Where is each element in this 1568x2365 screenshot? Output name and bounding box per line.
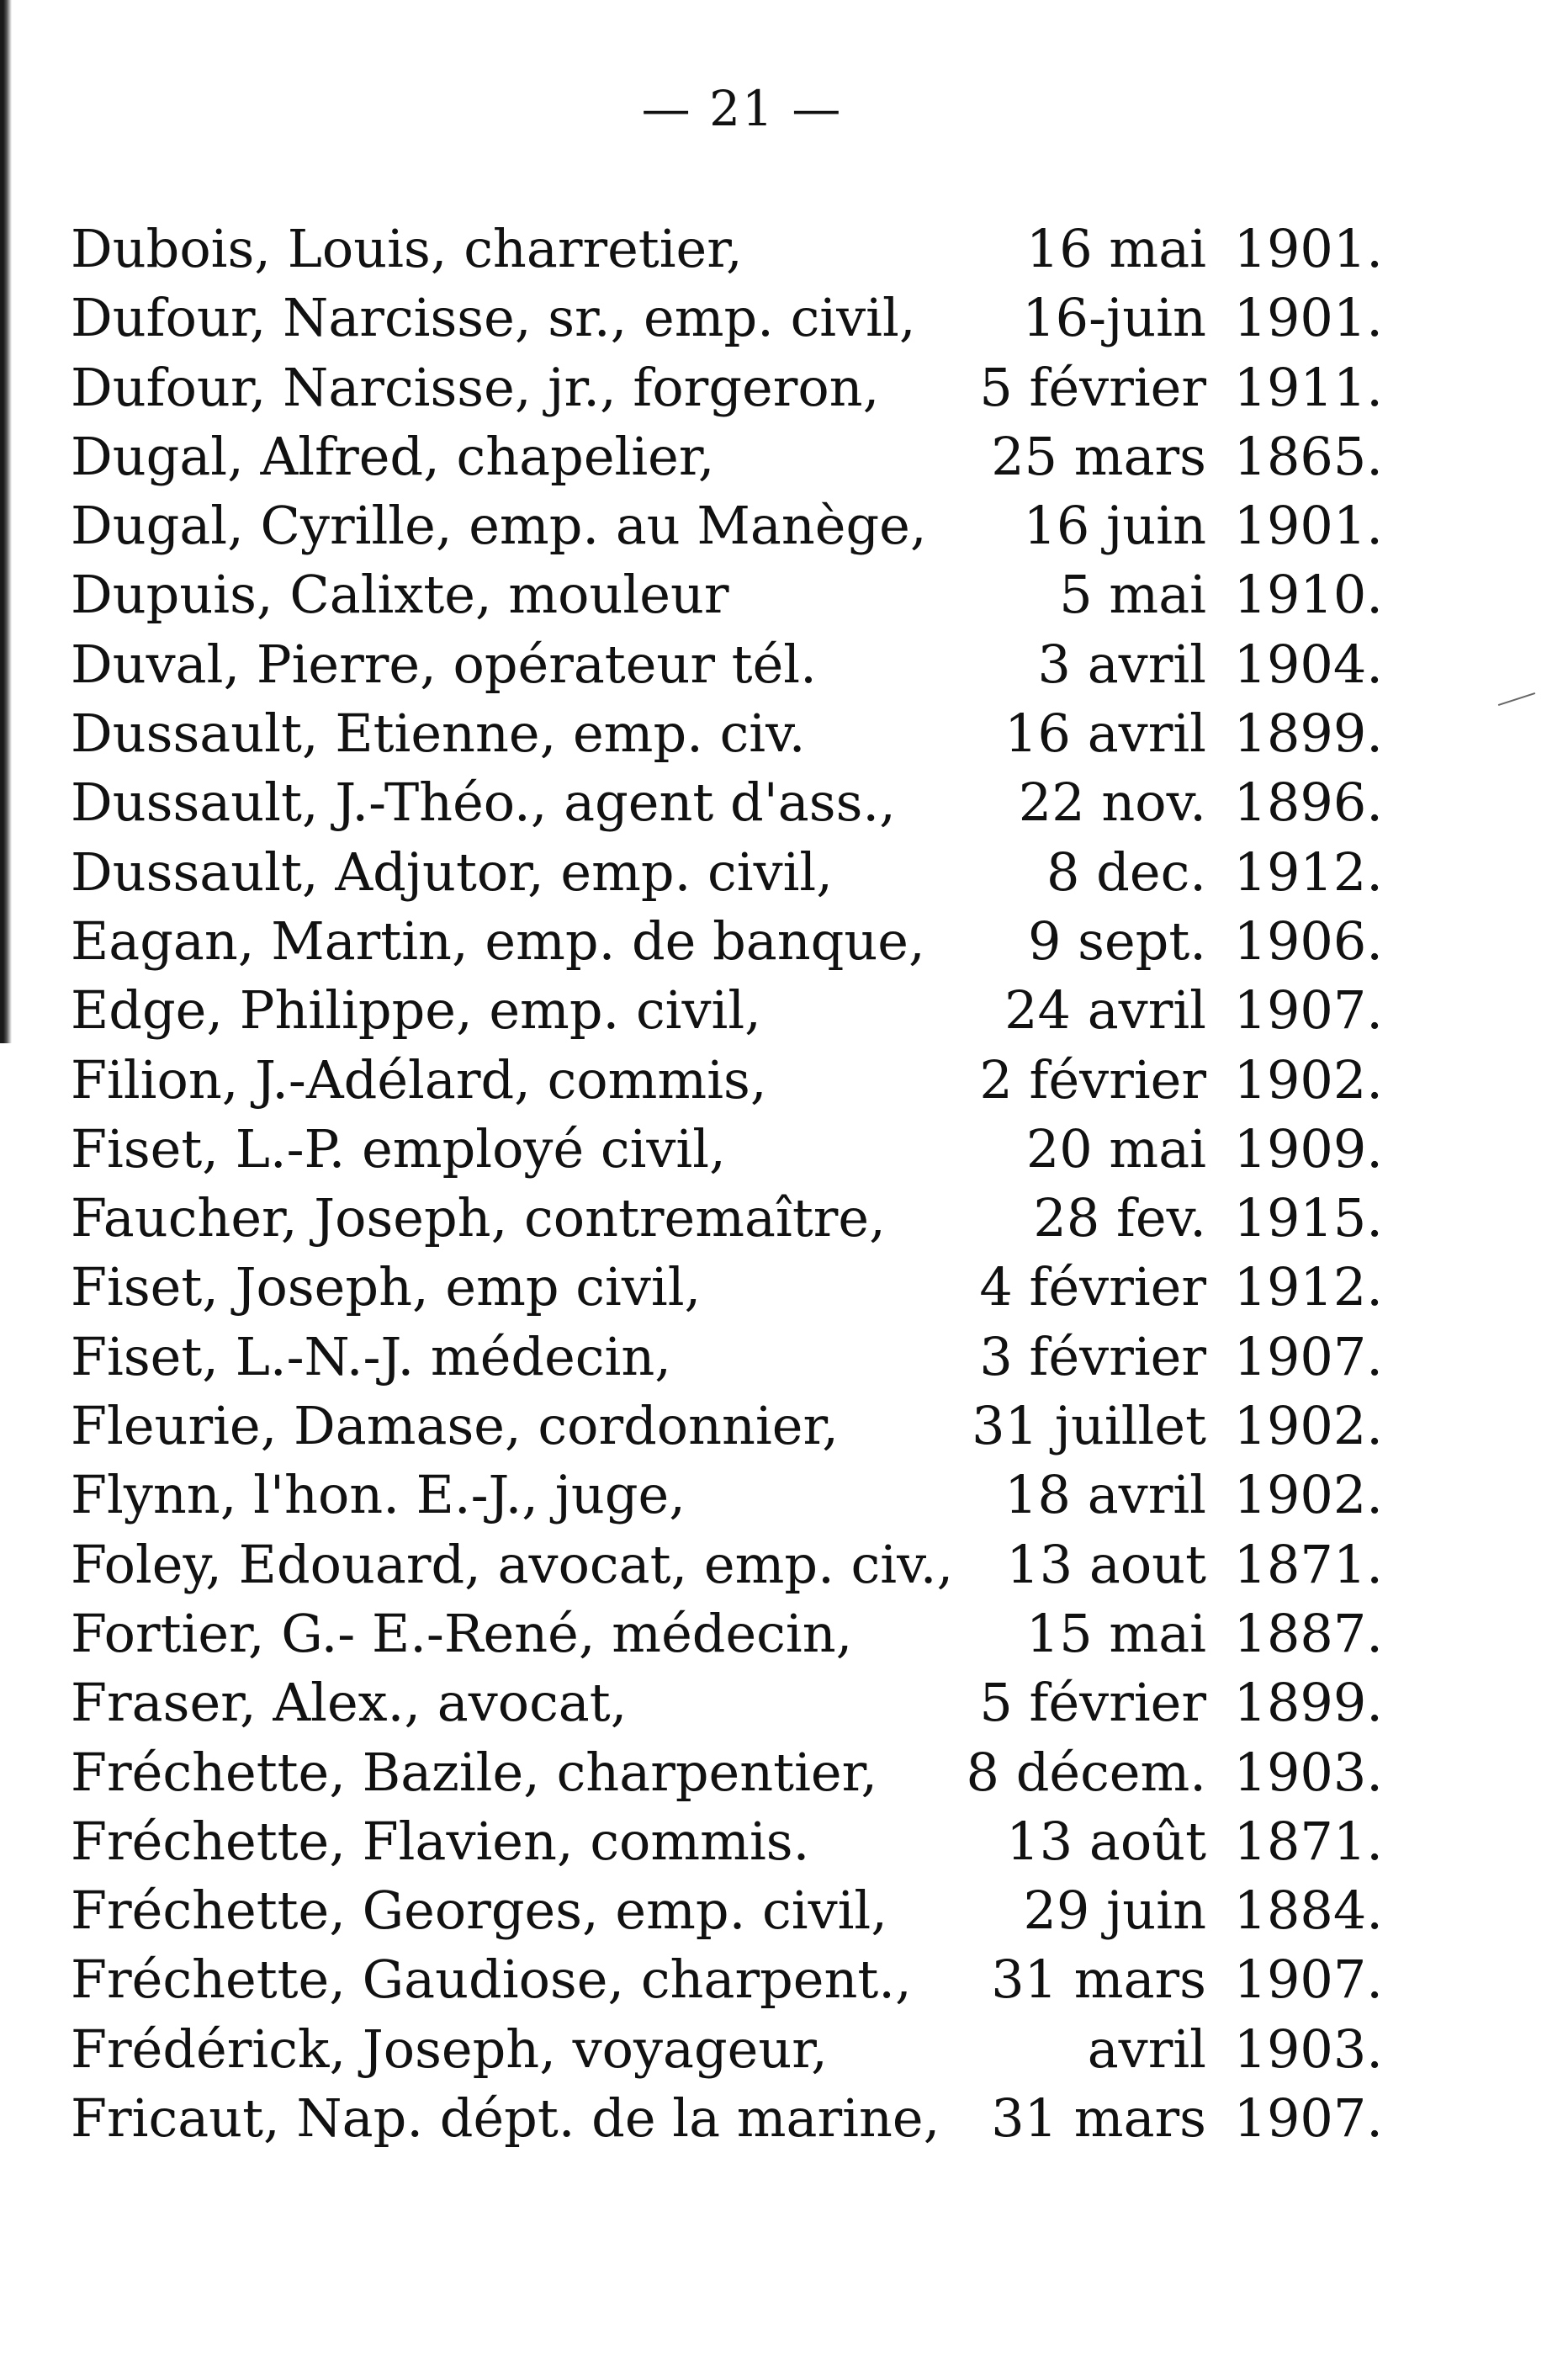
entry-date: avril bbox=[1087, 2018, 1206, 2080]
entry-year: 1902. bbox=[1233, 1048, 1383, 1111]
entry-date: 18 avril bbox=[1004, 1464, 1206, 1526]
entry-name: Fraser, Alex., avocat, bbox=[71, 1672, 628, 1734]
entry-year: 1871. bbox=[1233, 1533, 1383, 1595]
directory-entry bbox=[71, 1530, 1383, 1599]
entry-name: Fricaut, Nap. dépt. de la marine, bbox=[71, 2087, 940, 2150]
entry-date: 13 août bbox=[1006, 1810, 1206, 1872]
entry-year: 1902. bbox=[1233, 1395, 1383, 1457]
stray-ink-mark bbox=[1498, 692, 1535, 706]
entry-date: 8 dec. bbox=[1046, 840, 1206, 903]
directory-entry bbox=[71, 1945, 1383, 2014]
entry-name: Dussault, J.-Théo., agent d'ass., bbox=[71, 772, 896, 834]
entry-name: Dubois, Louis, charretier, bbox=[71, 218, 743, 279]
entry-year: 1912. bbox=[1233, 1256, 1383, 1318]
entry-name: Frédérick, Joseph, voyageur, bbox=[71, 2018, 828, 2080]
entry-year: 1910. bbox=[1233, 564, 1383, 626]
entry-date: 2 février bbox=[979, 1048, 1206, 1111]
entry-name: Dufour, Narcisse, sr., emp. civil, bbox=[71, 287, 916, 349]
entry-year: 1902. bbox=[1233, 1464, 1383, 1526]
entry-date: 4 février bbox=[979, 1256, 1206, 1318]
directory-entry bbox=[71, 2015, 1383, 2084]
entry-date: 3 avril bbox=[1037, 633, 1206, 695]
entry-name: Dupuis, Calixte, mouleur bbox=[71, 564, 729, 626]
entry-year: 1912. bbox=[1233, 840, 1383, 903]
directory-entry bbox=[71, 768, 1383, 837]
entry-year: 1901. bbox=[1233, 287, 1383, 349]
entry-name: Foley, Edouard, avocat, emp. civ., bbox=[71, 1533, 954, 1595]
entry-date: 13 aout bbox=[1006, 1533, 1206, 1595]
directory-entry bbox=[71, 699, 1383, 768]
entry-name: Dufour, Narcisse, jr., forgeron, bbox=[71, 356, 880, 418]
page-number bbox=[0, 80, 1568, 137]
entry-name: Fréchette, Flavien, commis. bbox=[71, 1810, 810, 1872]
directory-entry bbox=[71, 422, 1383, 491]
entry-year: 1915. bbox=[1233, 1187, 1383, 1249]
directory-entry bbox=[71, 630, 1383, 699]
directory-entry bbox=[71, 1807, 1383, 1876]
entry-date: 15 mai bbox=[1025, 1602, 1206, 1664]
entry-name: Faucher, Joseph, contremaître, bbox=[71, 1187, 886, 1249]
entry-year: 1907. bbox=[1233, 979, 1383, 1042]
entry-name: Fiset, Joseph, emp civil, bbox=[71, 1256, 702, 1318]
directory-entry bbox=[71, 491, 1383, 560]
entry-date: 3 février bbox=[979, 1325, 1206, 1387]
directory-entry bbox=[71, 284, 1383, 353]
directory-entry bbox=[71, 1115, 1383, 1184]
entry-year: 1904. bbox=[1233, 633, 1383, 695]
entry-year: 1901. bbox=[1233, 218, 1383, 279]
entry-year: 1909. bbox=[1233, 1117, 1383, 1180]
entry-name: Fleurie, Damase, cordonnier, bbox=[71, 1395, 840, 1457]
directory-entry bbox=[71, 560, 1383, 629]
entry-year: 1899. bbox=[1233, 1672, 1383, 1734]
entry-date: 25 mars bbox=[991, 425, 1206, 487]
directory-entry bbox=[71, 353, 1383, 422]
directory-entry bbox=[71, 838, 1383, 907]
entry-name: Dussault, Adjutor, emp. civil, bbox=[71, 840, 833, 903]
directory-entry bbox=[71, 1184, 1383, 1253]
directory-entry bbox=[71, 976, 1383, 1045]
entry-date: 31 juillet bbox=[972, 1395, 1206, 1457]
entry-name: Dugal, Alfred, chapelier, bbox=[71, 425, 715, 487]
entry-year: 1871. bbox=[1233, 1810, 1383, 1872]
entry-date: 5 mai bbox=[1059, 564, 1206, 626]
directory-entry bbox=[71, 1046, 1383, 1115]
entry-date: 16 juin bbox=[1023, 495, 1206, 557]
entry-year: 1911. bbox=[1233, 356, 1383, 418]
entry-year: 1884. bbox=[1233, 1880, 1383, 1942]
entry-year: 1906. bbox=[1233, 909, 1383, 972]
entry-name: Flynn, l'hon. E.-J., juge, bbox=[71, 1464, 686, 1526]
entry-name: Duval, Pierre, opérateur tél. bbox=[71, 633, 817, 695]
entry-name: Filion, J.-Adélard, commis, bbox=[71, 1048, 767, 1111]
entry-year: 1903. bbox=[1233, 1741, 1383, 1803]
entry-date: 22 nov. bbox=[1018, 772, 1206, 834]
directory-entry bbox=[71, 1392, 1383, 1461]
directory-entry bbox=[71, 1461, 1383, 1530]
entry-name: Fréchette, Georges, emp. civil, bbox=[71, 1880, 887, 1942]
directory-entry bbox=[71, 1253, 1383, 1322]
entry-date: 5 février bbox=[979, 356, 1206, 418]
entry-date: 28 fev. bbox=[1033, 1187, 1206, 1249]
directory-entry bbox=[71, 215, 1383, 284]
entry-year: 1907. bbox=[1233, 2087, 1383, 2150]
entry-year: 1907. bbox=[1233, 1325, 1383, 1387]
entry-name: Fortier, G.- E.-René, médecin, bbox=[71, 1602, 853, 1664]
entry-date: 31 mars bbox=[991, 2087, 1206, 2150]
directory-entry bbox=[71, 1738, 1383, 1807]
entry-year: 1903. bbox=[1233, 2018, 1383, 2080]
entry-name: Fiset, L.-N.-J. médecin, bbox=[71, 1325, 671, 1387]
scan-edge-shadow bbox=[0, 0, 12, 1043]
entry-name: Fréchette, Gaudiose, charpent., bbox=[71, 1949, 912, 2011]
directory-entry bbox=[71, 1323, 1383, 1392]
directory-entry bbox=[71, 2084, 1383, 2153]
entry-name: Fiset, L.-P. employé civil, bbox=[71, 1117, 726, 1180]
directory-entry bbox=[71, 907, 1383, 976]
entry-date: 16-juin bbox=[1022, 287, 1206, 349]
entry-date: 29 juin bbox=[1023, 1880, 1206, 1942]
entry-date: 24 avril bbox=[1004, 979, 1206, 1042]
entry-date: 20 mai bbox=[1025, 1117, 1206, 1180]
entry-date: 8 décem. bbox=[966, 1741, 1206, 1803]
directory-entry bbox=[71, 1876, 1383, 1945]
entry-name: Eagan, Martin, emp. de banque, bbox=[71, 909, 925, 972]
entry-year: 1896. bbox=[1233, 772, 1383, 834]
entry-date: 31 mars bbox=[991, 1949, 1206, 2011]
page-number-text: — 21 — bbox=[641, 80, 843, 137]
entry-name: Fréchette, Bazile, charpentier, bbox=[71, 1741, 878, 1803]
entry-date: 5 février bbox=[979, 1672, 1206, 1734]
directory-list bbox=[71, 215, 1383, 2153]
entry-year: 1887. bbox=[1233, 1602, 1383, 1664]
entry-date: 16 avril bbox=[1004, 703, 1206, 765]
entry-name: Dussault, Etienne, emp. civ. bbox=[71, 703, 806, 765]
entry-name: Dugal, Cyrille, emp. au Manège, bbox=[71, 495, 927, 557]
directory-entry bbox=[71, 1599, 1383, 1668]
entry-year: 1899. bbox=[1233, 703, 1383, 765]
entry-year: 1907. bbox=[1233, 1949, 1383, 2011]
entry-name: Edge, Philippe, emp. civil, bbox=[71, 979, 761, 1042]
entry-date: 16 mai bbox=[1025, 218, 1206, 279]
entry-year: 1901. bbox=[1233, 495, 1383, 557]
directory-entry bbox=[71, 1668, 1383, 1737]
entry-date: 9 sept. bbox=[1028, 909, 1206, 972]
entry-year: 1865. bbox=[1233, 425, 1383, 487]
